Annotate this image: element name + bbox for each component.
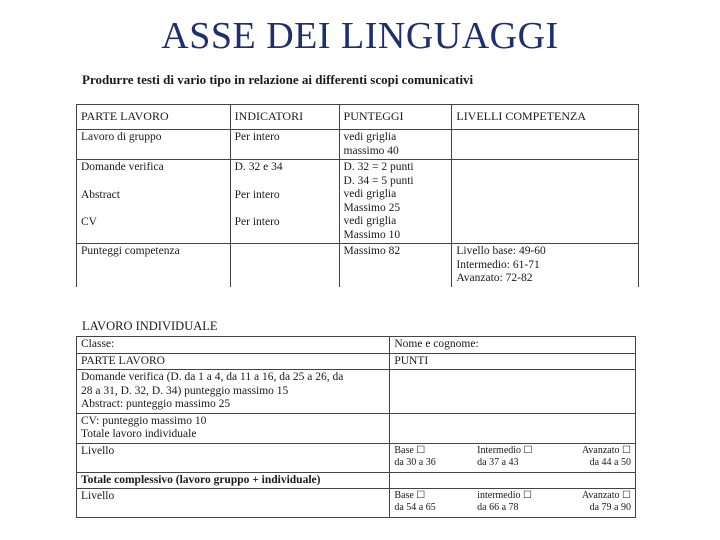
abstract-indicatori: Per intero <box>234 188 280 201</box>
table-row <box>77 337 636 354</box>
cell-parte: Lavoro di gruppo <box>77 130 231 160</box>
table-header-row <box>77 105 639 130</box>
level-intermedio: intermedio ☐ <box>477 490 532 501</box>
cell-livelli <box>452 160 639 244</box>
table-row <box>77 353 636 370</box>
level-range: da 54 a 65 <box>394 502 436 513</box>
classe-cell: Classe: <box>77 337 390 354</box>
level-avanzato: Avanzato ☐ <box>581 444 631 456</box>
punteggio-line: vedi griglia <box>343 188 397 200</box>
livello-line: Intermedio: 61-71 <box>456 258 540 271</box>
totale-complessivo-cell: Totale complessivo (lavoro gruppo + individuale) <box>77 472 390 489</box>
text-line: 28 a 31, D. 32, D. 34) punteggio massimo 15 <box>81 384 289 397</box>
livello-options-cell <box>390 489 636 518</box>
table-row <box>77 443 636 472</box>
domande-cell <box>77 370 390 414</box>
livello-line: Avanzato: 72-82 <box>456 272 533 284</box>
punteggio-line: Massimo 10 <box>343 228 401 241</box>
header-parte-lavoro: PARTE LAVORO <box>77 105 231 130</box>
table-row <box>77 472 636 489</box>
table-row <box>77 160 639 244</box>
level-range: da 66 a 78 <box>477 502 519 513</box>
punteggio-line: D. 32 = 2 punti <box>343 161 414 173</box>
table-row <box>77 244 639 287</box>
level-range: da 37 a 43 <box>477 456 519 468</box>
level-intermedio: Intermedio ☐ <box>477 444 533 456</box>
header-livelli: LIVELLI COMPETENZA <box>452 105 639 130</box>
cv-label: CV <box>81 216 97 228</box>
livello-cell: Livello <box>77 443 390 472</box>
totale-value-cell <box>390 472 636 489</box>
individual-work-table <box>76 336 636 518</box>
cell-punteggi: Massimo 82 <box>339 244 452 287</box>
table-row <box>77 370 636 414</box>
individual-work-title: LAVORO INDIVIDUALE <box>82 319 218 333</box>
cell-punteggi <box>339 130 452 160</box>
cell-parte <box>77 160 231 244</box>
nome-cell: Nome e cognome: <box>390 337 636 354</box>
text-line: CV: punteggio massimo 10 <box>81 414 207 427</box>
cell-indicatori: Per intero <box>230 130 339 160</box>
table-row <box>77 489 636 518</box>
cell-indicatori <box>230 244 339 287</box>
punteggio-line: massimo 40 <box>343 144 399 157</box>
level-base: Base ☐ <box>394 444 426 456</box>
header-punteggi: PUNTEGGI <box>339 105 452 130</box>
punti-cell: PUNTI <box>390 353 636 370</box>
text-line: Domande verifica (D. da 1 a 4, da 11 a 16, da 25 a 26, da <box>81 371 344 383</box>
text-line: Abstract: punteggio massimo 25 <box>81 398 231 410</box>
domande-indicatori: D. 32 e 34 <box>234 161 283 173</box>
livello-cell: Livello <box>77 489 390 518</box>
subtitle: Produrre testi di vario tipo in relazione ai differenti scopi comunicativi <box>82 72 474 87</box>
level-base: Base ☐ <box>394 490 426 501</box>
page-title: ASSE DEI LINGUAGGI <box>161 15 559 57</box>
level-avanzato: Avanzato ☐ <box>581 490 631 501</box>
level-range: da 79 a 90 <box>589 502 631 513</box>
table-row <box>77 130 639 160</box>
punti-value-cell <box>390 413 636 443</box>
cv-indicatori: Per intero <box>234 216 280 228</box>
cell-parte: Punteggi competenza <box>77 244 231 287</box>
punti-value-cell <box>390 370 636 414</box>
table-row <box>77 413 636 443</box>
cell-indicatori <box>230 160 339 244</box>
punteggio-line: vedi griglia <box>343 215 397 227</box>
punteggio-line: vedi griglia <box>343 131 397 143</box>
livello-line: Livello base: 49-60 <box>456 245 546 257</box>
punteggio-line: D. 34 = 5 punti <box>343 174 414 187</box>
cell-livelli <box>452 244 639 287</box>
text-line: Totale lavoro individuale <box>81 428 197 440</box>
punteggio-line: Massimo 25 <box>343 201 401 214</box>
level-range: da 44 a 50 <box>589 456 631 468</box>
cell-punteggi <box>339 160 452 244</box>
domande-label: Domande verifica <box>81 161 164 173</box>
level-range: da 30 a 36 <box>394 456 436 468</box>
cv-cell <box>77 413 390 443</box>
livello-options-cell <box>390 443 636 472</box>
parte-lavoro-cell: PARTE LAVORO <box>77 353 390 370</box>
abstract-label: Abstract <box>81 188 120 201</box>
header-indicatori: INDICATORI <box>230 105 339 130</box>
cell-livelli <box>452 130 639 160</box>
competence-table <box>76 104 639 287</box>
